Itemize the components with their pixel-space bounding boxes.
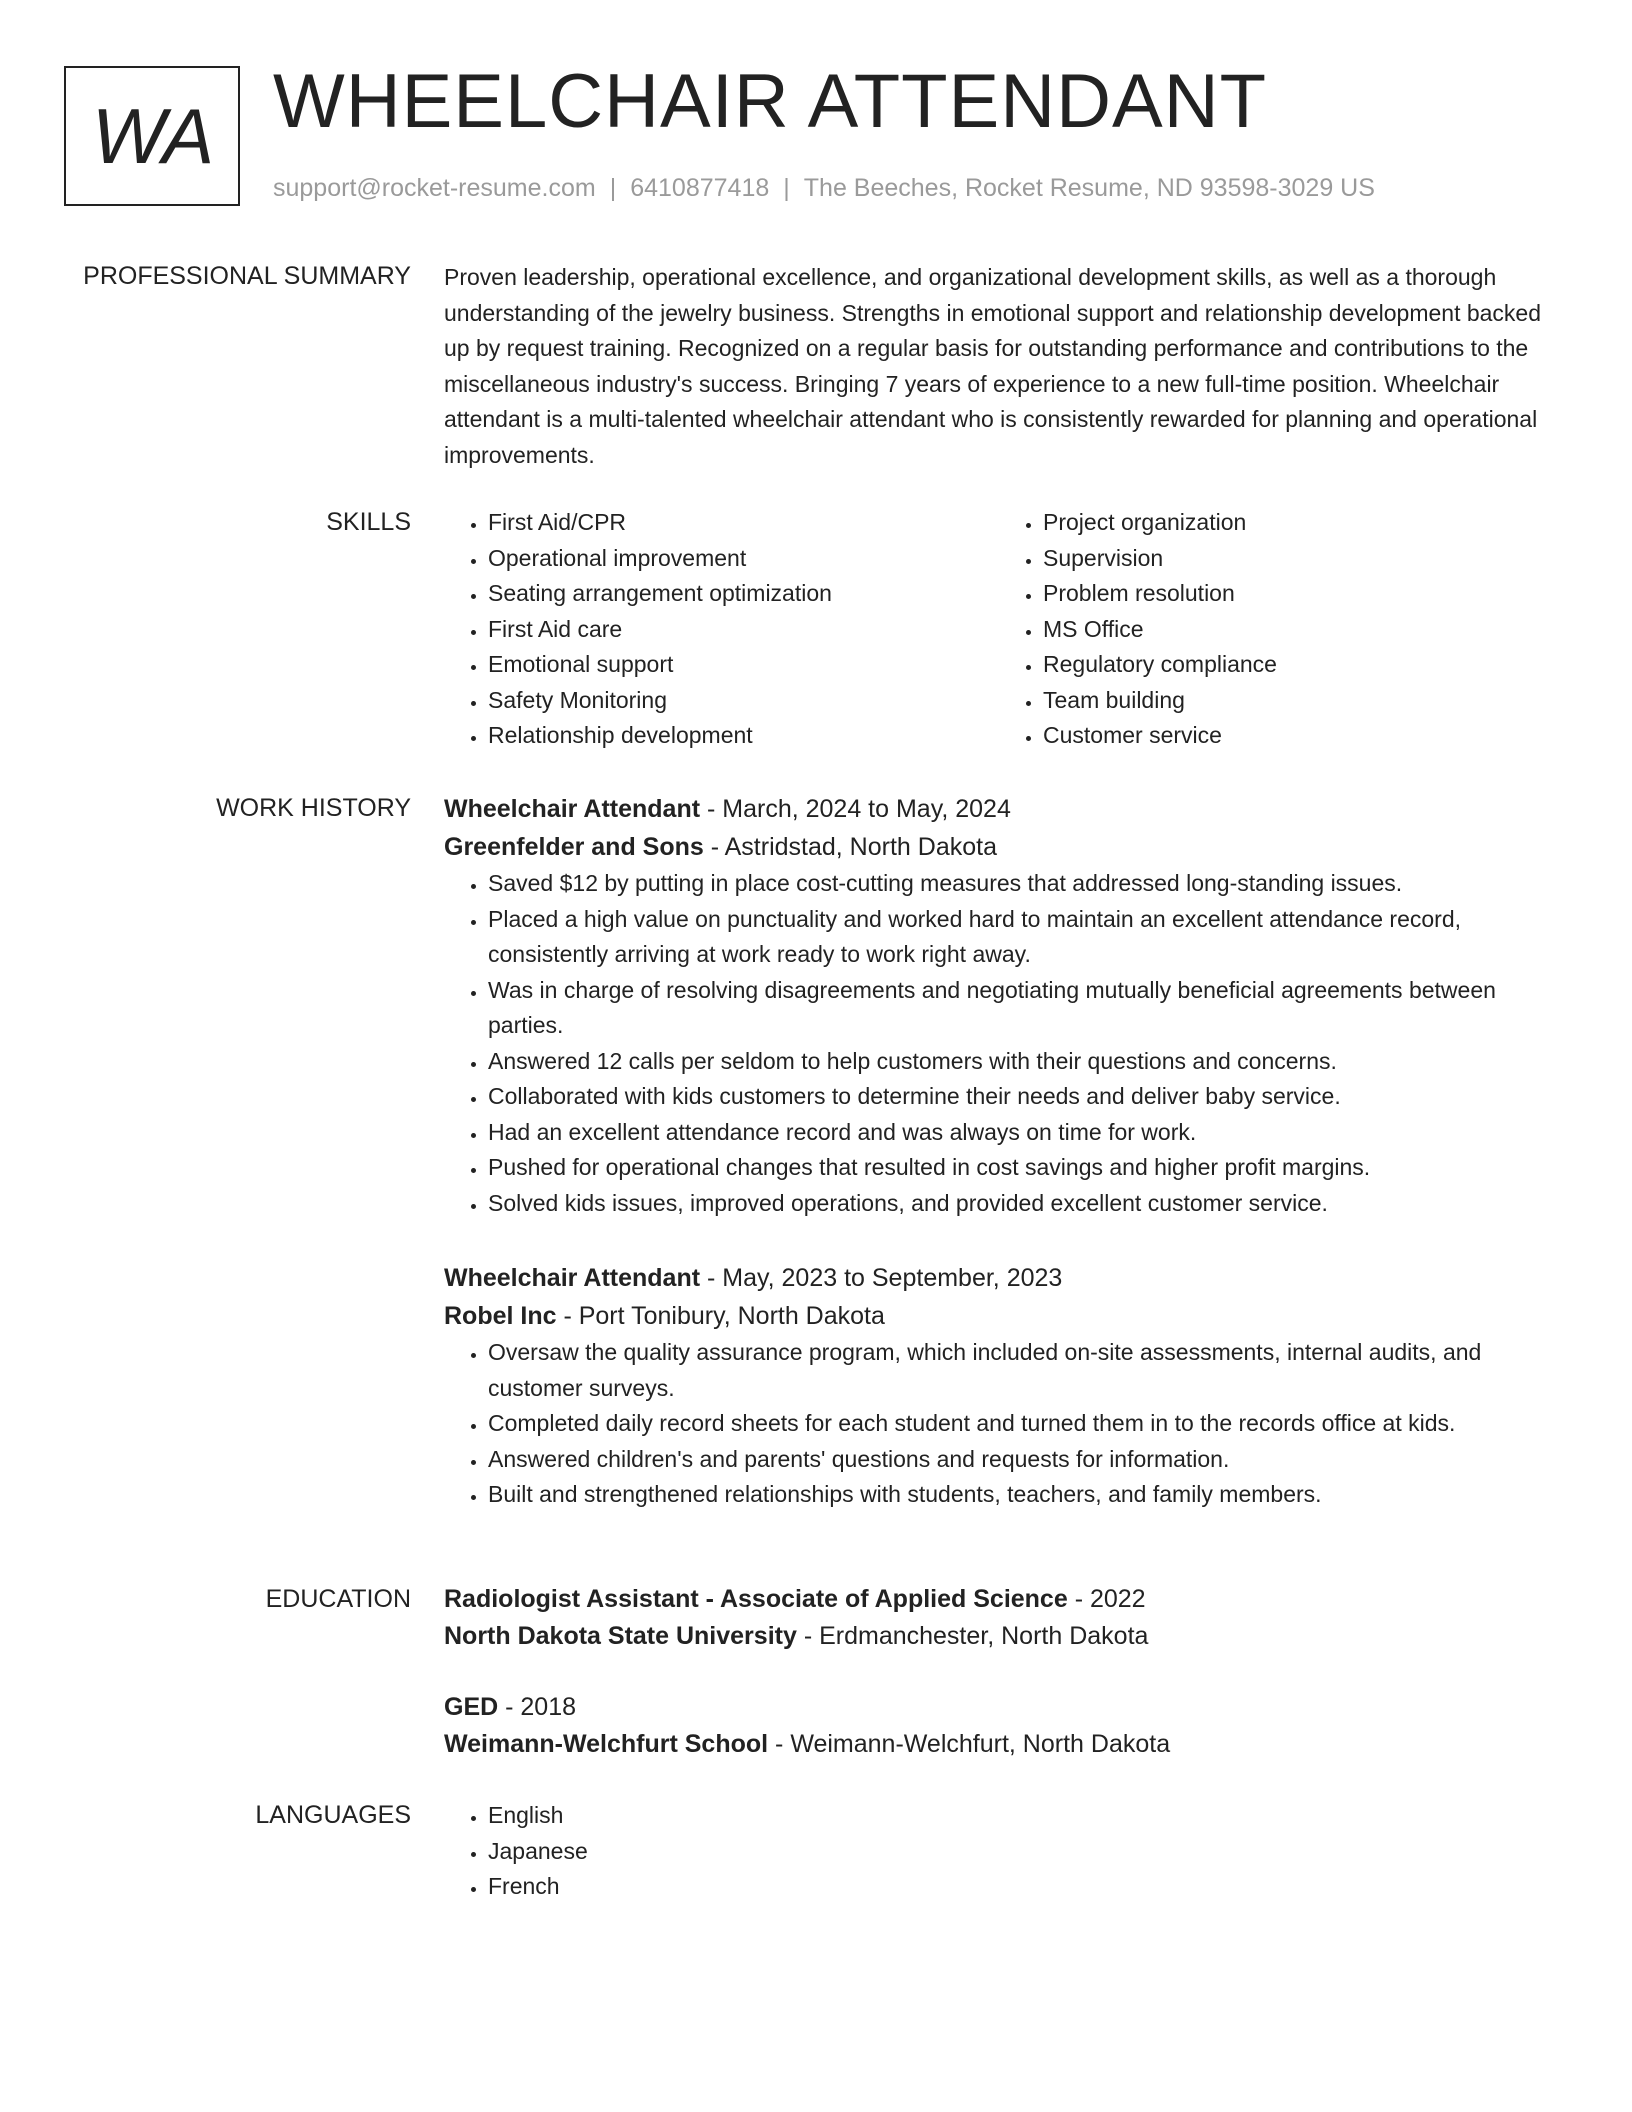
skills-list-right [999,505,1554,754]
language-item: • French [488,1869,1554,1905]
job-duty-item: • Pushed for operational changes that resulted in cost savings and higher profit margins. [488,1150,1554,1186]
skills-body [444,505,1554,754]
job-entry [444,790,1554,1221]
job-duty-item: • Had an excellent attendance record and was always on time for work. [488,1115,1554,1151]
skill-item: • Relationship development [488,718,999,754]
languages-body [444,1798,1554,1905]
contact-address: The Beeches, Rocket Resume, ND 93598-3029 US [803,174,1375,202]
candidate-name: WHEELCHAIR ATTENDANT [273,59,1268,144]
job-duty-item: • Collaborated with kids customers to determine their needs and deliver baby service. [488,1079,1554,1115]
degree-year: - 2018 [498,1693,577,1721]
school-name: Weimann-Welchfurt School [444,1730,769,1758]
job-company: Greenfelder and Sons [444,833,704,861]
monogram-initials: WA [91,92,213,180]
degree-line [444,1689,1554,1726]
job-duty-item: • Saved $12 by putting in place cost-cutting measures that addressed long-standing issues. [488,866,1554,902]
education-entry [444,1581,1554,1655]
job-title: Wheelchair Attendant [444,795,701,823]
skill-item: • Safety Monitoring [488,683,999,719]
education-entry [444,1689,1554,1763]
school-name: North Dakota State University [444,1622,797,1650]
skill-item: • Emotional support [488,647,999,683]
job-entry [444,1259,1554,1513]
section-heading-education: EDUCATION [265,1585,411,1613]
job-company-line [444,828,1554,866]
work-history-body [444,790,1554,1551]
skill-item: • Operational improvement [488,541,999,577]
school-line [444,1726,1554,1763]
job-company-line [444,1297,1554,1335]
skill-item: • Project organization [1043,505,1554,541]
job-duties-list [444,1335,1554,1513]
job-dates: - May, 2023 to September, 2023 [700,1264,1063,1292]
skill-item: • First Aid/CPR [488,505,999,541]
contact-separator: | [783,174,790,202]
summary-body [444,260,1554,473]
job-duty-item: • Oversaw the quality assurance program, which included on-site assessments, internal audits, and customer surveys. [488,1335,1554,1406]
job-duty-item: • Answered 12 calls per seldom to help customers with their questions and concerns. [488,1044,1554,1080]
section-heading-summary: PROFESSIONAL SUMMARY [83,262,411,290]
language-item: • Japanese [488,1834,1554,1870]
contact-phone[interactable]: 6410877418 [630,174,770,202]
skills-list-left [444,505,999,754]
education-body [444,1581,1554,1797]
degree-year: - 2022 [1067,1585,1146,1613]
section-heading-languages: LANGUAGES [255,1801,411,1829]
job-location: - Port Tonibury, North Dakota [556,1302,885,1330]
job-dates: - March, 2024 to May, 2024 [700,795,1011,823]
job-duty-item: • Was in charge of resolving disagreements and negotiating mutually beneficial agreements between parties. [488,973,1554,1044]
contact-separator: | [609,174,617,202]
monogram-box [64,66,240,206]
contact-email[interactable]: support@rocket-resume.com [273,174,596,202]
job-duties-list [444,866,1554,1221]
job-duty-item: • Solved kids issues, improved operations, and provided excellent customer service. [488,1186,1554,1222]
job-duty-item: • Answered children's and parents' questions and requests for information. [488,1442,1554,1478]
languages-list [444,1798,1554,1905]
degree-name: Radiologist Assistant - Associate of Applied Science [444,1585,1068,1613]
job-location: - Astridstad, North Dakota [703,833,997,861]
skill-item: • Supervision [1043,541,1554,577]
skill-item: • Seating arrangement optimization [488,576,999,612]
degree-line [444,1581,1554,1618]
job-company: Robel Inc [444,1302,557,1330]
degree-name: GED [444,1693,499,1721]
skills-columns [444,505,1554,754]
skill-item: • Customer service [1043,718,1554,754]
skill-item: • Team building [1043,683,1554,719]
summary-text: Proven leadership, operational excellence, and organizational development skills, as well as a thorough understanding of the jewelry business. Strengths in emotional support and relationship development backed up by request training. Recognized on a regular basis for outstanding performance and contributions to the miscellaneous industry's success. Bringing 7 years of experience to a new full-time position. Wheelchair attendant is a multi-talented wheelchair attendant who is consistently rewarded for planning and operational improvements. [444,264,1542,468]
job-title: Wheelchair Attendant [444,1264,701,1292]
skill-item: • Regulatory compliance [1043,647,1554,683]
contact-line [273,174,1375,203]
skill-item: • Problem resolution [1043,576,1554,612]
job-title-line [444,1259,1554,1297]
section-heading-skills: SKILLS [326,508,411,536]
school-location: - Erdmanchester, North Dakota [796,1622,1149,1650]
job-duty-item: • Completed daily record sheets for each student and turned them in to the records office at kids. [488,1406,1554,1442]
job-title-line [444,790,1554,828]
section-heading-work: WORK HISTORY [216,794,411,822]
school-line [444,1618,1554,1655]
school-location: - Weimann-Welchfurt, North Dakota [768,1730,1171,1758]
job-duty-item: • Placed a high value on punctuality and worked hard to maintain an excellent attendance record, consistently arriving at work ready to work right away. [488,902,1554,973]
language-item: • English [488,1798,1554,1834]
skill-item: • MS Office [1043,612,1554,648]
skill-item: • First Aid care [488,612,999,648]
job-duty-item: • Built and strengthened relationships with students, teachers, and family members. [488,1477,1554,1513]
